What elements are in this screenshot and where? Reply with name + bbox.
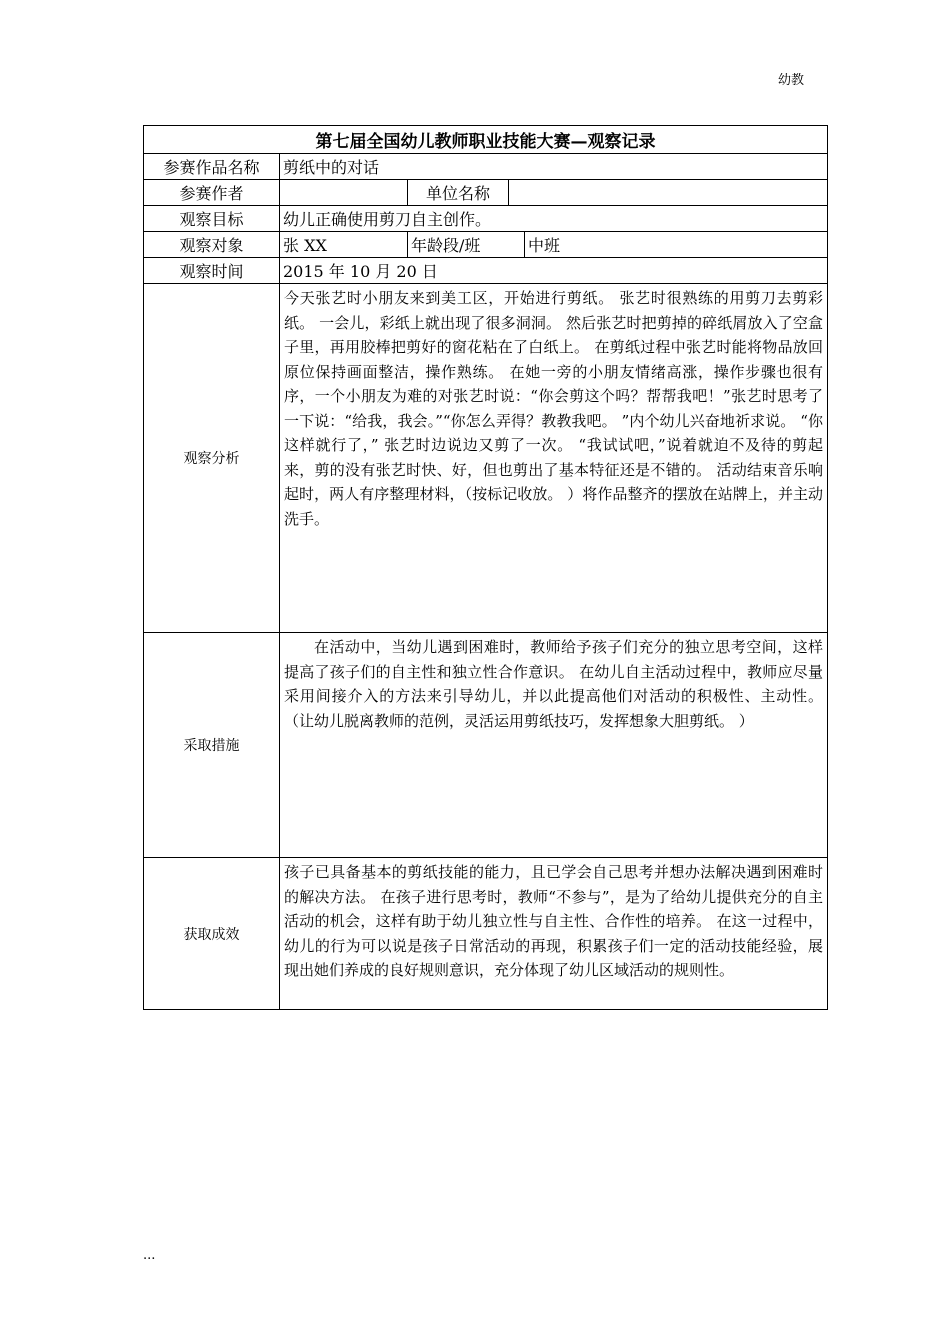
- unit-value: [509, 180, 828, 206]
- work-name-value: 剪纸中的对话: [280, 154, 828, 180]
- results-text: [280, 858, 828, 1010]
- measures-text: [280, 633, 828, 858]
- results-label: 获取成效: [144, 858, 280, 1010]
- unit-label: 单位名称: [408, 180, 509, 206]
- form-title: 第七届全国幼儿教师职业技能大赛—观察记录: [144, 126, 828, 154]
- goal-value: 幼儿正确使用剪刀自主创作。: [280, 206, 828, 232]
- observation-record-table: [143, 125, 828, 1010]
- analysis-label: 观察分析: [144, 284, 280, 633]
- analysis-text: [280, 284, 828, 633]
- author-value: [280, 180, 408, 206]
- goal-label: 观察目标: [144, 206, 280, 232]
- subject-value: 张 XX: [280, 232, 408, 258]
- time-label: 观察时间: [144, 258, 280, 284]
- results-paragraph: 孩子已具备基本的剪纸技能的能力，且已学会自己思考并想办法解决遇到困难时的解决方法。 在孩子进行思考时，教师“不参与”，是为了给幼儿提供充分的自主活动的机会，这样有助于幼儿独立性与自主性、合作性的培养。 在这一过程中，幼儿的行为可以说是孩子日常活动的再现，积累孩子们一定的活动技能经验，展现出她们养成的良好规则意识，充分体现了幼儿区域活动的规则性。: [284, 863, 824, 979]
- age-value: 中班: [525, 232, 828, 258]
- time-value: 2015 年 10 月 20 日: [280, 258, 828, 284]
- age-label: 年龄段/班: [408, 232, 525, 258]
- analysis-paragraph: 今天张艺时小朋友来到美工区，开始进行剪纸。 张艺时很熟练的用剪刀去剪彩纸。 一会儿，彩纸上就出现了很多洞洞。 然后张艺时把剪掉的碎纸屑放入了空盒子里，再用胶棒把剪好的窗花粘在了白纸上。 在剪纸过程中张艺时能将物品放回原位保持画面整洁，操作熟练。 在她一旁的小朋友情绪高涨，操作步骤也很有序，一个小朋友为难的对张艺时说：“你会剪这个吗？帮帮我吧！”张艺时思考了一下说：“给我，我会。”“你怎么弄得？教教我吧。 ”内个幼儿兴奋地祈求说。 “你这样就行了，” 张艺时边说边又剪了一次。 “我试试吧，”说着就迫不及待的剪起来，剪的没有张艺时快、好，但也剪出了基本特征还是不错的。 活动结束音乐响起时，两人有序整理材料，（按标记收放。 ）将作品整齐的摆放在站牌上，并主动洗手。: [284, 289, 824, 528]
- subject-label: 观察对象: [144, 232, 280, 258]
- author-label: 参赛作者: [144, 180, 280, 206]
- work-name-label: 参赛作品名称: [144, 154, 280, 180]
- footer-dots: ...: [143, 1248, 156, 1263]
- header-tag: 幼教: [778, 73, 805, 88]
- measures-paragraph: 在活动中，当幼儿遇到困难时，教师给予孩子们充分的独立思考空间，这样提高了孩子们的自主性和独立性合作意识。 在幼儿自主活动过程中，教师应尽量采用间接介入的方法来引导幼儿，并以此提高他们对活动的积极性、主动性。 （让幼儿脱离教师的范例，灵活运用剪纸技巧，发挥想象大胆剪纸。 ）: [284, 638, 824, 730]
- measures-label: 采取措施: [144, 633, 280, 858]
